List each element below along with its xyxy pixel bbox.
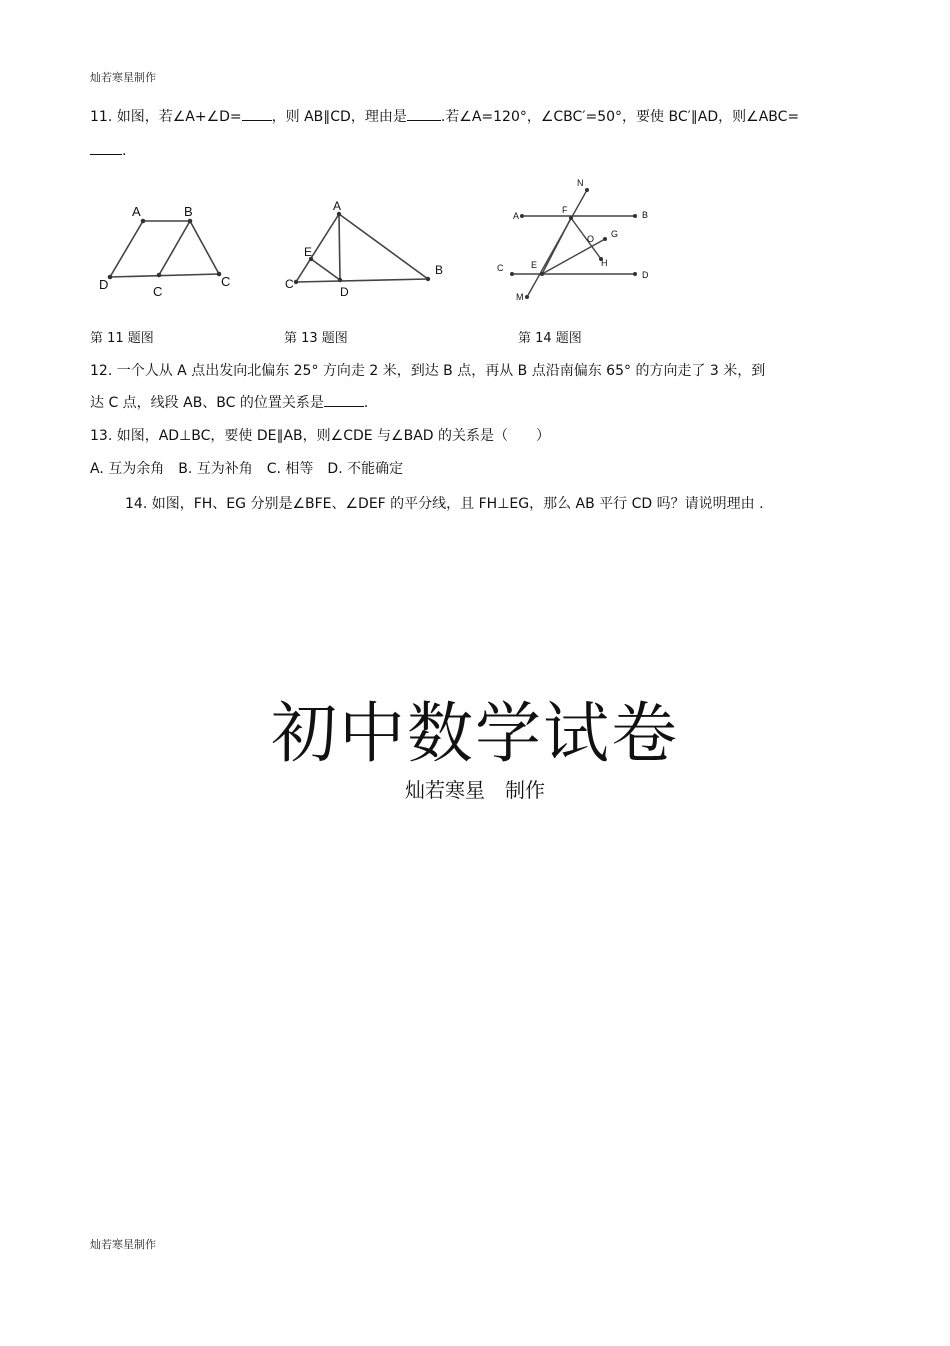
fig14-label-b: B (642, 210, 649, 220)
q11-blank-3[interactable] (90, 142, 122, 155)
fig13-label-b: B (435, 263, 444, 277)
figure-13 (280, 196, 450, 300)
fig11-label-d: D (99, 277, 109, 292)
question-12-line-2 (90, 392, 368, 412)
fig13-label-c: C (285, 277, 294, 291)
q12-text: 达 C 点，线段 AB、BC 的位置关系是 (90, 395, 324, 411)
q11-blank-2[interactable] (407, 108, 441, 121)
fig11-label-c: C (221, 274, 231, 289)
fig14-label-n: N (577, 178, 584, 188)
fig14-caption: 第 14 题图 (518, 331, 582, 346)
fig13-label-a: A (333, 199, 342, 213)
fig11-label-b: B (184, 204, 193, 219)
fig11-caption: 第 11 题图 (90, 331, 154, 346)
question-12-line-1: 12. 一个人从 A 点出发向北偏东 25° 方向走 2 米，到达 B 点，再从 B 点沿南偏东 65° 的方向走了 3 米，到 (90, 363, 766, 379)
q12-end: . (363, 395, 369, 411)
q11-text-4: . (122, 143, 127, 159)
figure-11 (95, 200, 245, 300)
question-11 (90, 106, 799, 126)
page-footer: 灿若寒星制作 (90, 1238, 156, 1251)
fig13-label-d: D (340, 285, 349, 299)
q12-blank[interactable] (324, 394, 364, 407)
page-subtitle: 灿若寒星 制作 (405, 778, 545, 802)
figure-14 (494, 176, 664, 304)
fig13-caption: 第 13 题图 (284, 331, 348, 346)
question-13: 13. 如图，AD⊥BC，要使 DE∥AB，则∠CDE 与∠BAD 的关系是（ ） (90, 428, 551, 444)
q11-text-1: 11. 如图，若∠A+∠D= (90, 109, 242, 125)
fig11-label-c-mid: C (153, 284, 163, 299)
page-title: 初中数学试卷 (271, 695, 679, 772)
fig13-label-e: E (304, 245, 313, 259)
fig14-label-m: M (516, 292, 524, 302)
fig14-label-c: C (497, 263, 504, 273)
fig11-label-a: A (132, 204, 141, 219)
question-14: 14. 如图，FH、EG 分别是∠BFE、∠DEF 的平分线，且 FH⊥EG，那么 AB 平行 CD 吗？请说明理由 . (125, 496, 764, 512)
question-11-continued (90, 142, 126, 159)
question-13-options: A. 互为余角 B. 互为补角 C. 相等 D. 不能确定 (90, 461, 404, 477)
fig14-label-d: D (642, 270, 649, 280)
fig14-label-o: O (587, 234, 595, 244)
q11-blank-1[interactable] (242, 108, 272, 121)
fig14-label-h: H (601, 258, 608, 268)
q11-text-3: .若∠A=120°，∠CBC′=50°，要使 BC′∥AD，则∠ABC= (440, 109, 800, 125)
fig14-label-g: G (611, 229, 619, 239)
q11-text-2: ，则 AB∥CD，理由是 (271, 109, 407, 125)
fig14-label-a: A (513, 211, 520, 221)
fig14-label-e: E (531, 260, 538, 270)
fig14-label-f: F (562, 205, 568, 215)
page-header: 灿若寒星制作 (90, 71, 156, 84)
